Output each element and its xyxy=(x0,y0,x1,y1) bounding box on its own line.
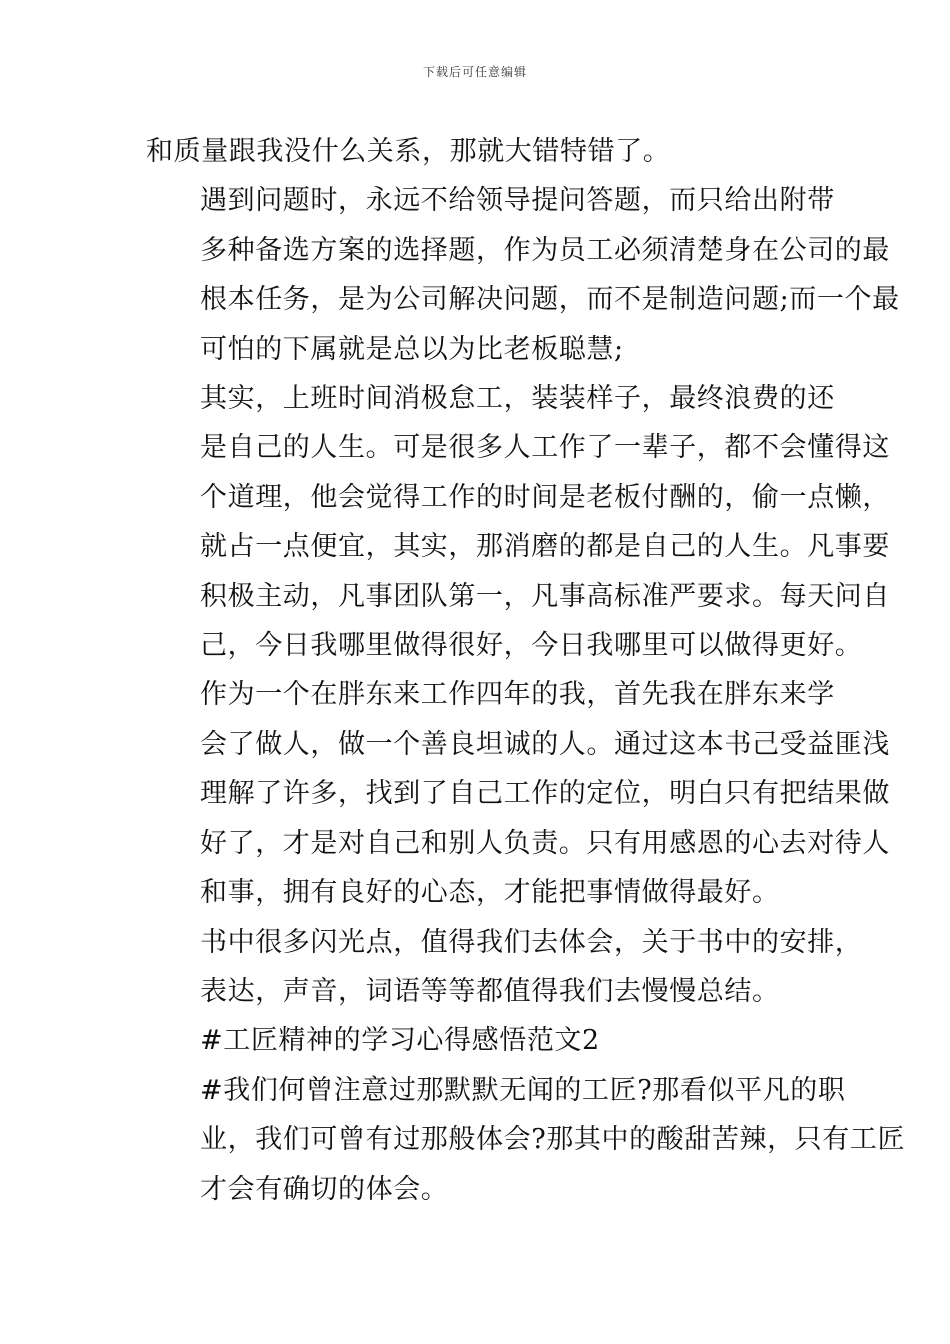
text-line: 会了做人，做一个善良坦诚的人。通过这本书己受益匪浅 xyxy=(200,728,890,760)
paragraph xyxy=(146,176,900,374)
text-line: 是自己的人生。可是很多人工作了一辈子，都不会懂得这 xyxy=(200,432,890,464)
text-line: #我们何曾注意过那默默无闻的工匠?那看似平凡的职 xyxy=(200,1074,846,1106)
text-line: 好了，才是对自己和别人负责。只有用感恩的心去对待人 xyxy=(200,827,890,859)
text-line: 根本任务，是为公司解决问题，而不是制造问题;而一个最 xyxy=(200,284,900,316)
text-line: 和质量跟我没什么关系，那就大错特错了。 xyxy=(146,136,671,167)
text-line: 表达，声音，词语等等都值得我们去慢慢总结。 xyxy=(200,975,780,1007)
text-line: 书中很多闪光点，值得我们去体会，关于书中的安排， xyxy=(200,926,863,958)
paragraph xyxy=(146,127,826,176)
text-line: 可怕的下属就是总以为比老板聪慧; xyxy=(200,333,624,365)
text-line: 其实，上班时间消极怠工，装装样子，最终浪费的还 xyxy=(200,383,835,415)
text-line: 业，我们可曾有过那般体会?那其中的酸甜苦辣，只有工匠 xyxy=(200,1124,906,1156)
text-line: 己，今日我哪里做得很好，今日我哪里可以做得更好。 xyxy=(200,630,863,662)
paragraph xyxy=(146,670,890,917)
text-line: #工匠精神的学习心得感悟范文2 xyxy=(200,1025,600,1057)
page-header: 下载后可任意编辑 xyxy=(422,65,527,79)
text-line: 才会有确切的体会。 xyxy=(200,1173,449,1205)
paragraph xyxy=(146,374,890,670)
text-line: 遇到问题时，永远不给领导提问答题，而只给出附带 xyxy=(200,185,835,217)
text-line: 作为一个在胖东来工作四年的我，首先我在胖东来学 xyxy=(200,679,835,711)
text-line: 个道理，他会觉得工作的时间是老板付酬的，偷一点懒， xyxy=(200,481,890,513)
text-line: 多种备选方案的选择题，作为员工必须清楚身在公司的最 xyxy=(200,234,890,266)
paragraph xyxy=(146,918,863,1017)
paragraph xyxy=(146,1016,826,1065)
text-line: 理解了许多，找到了自己工作的定位，明白只有把结果做 xyxy=(200,778,890,810)
text-line: 就占一点便宜，其实，那消磨的都是自己的人生。凡事要 xyxy=(200,531,890,563)
text-line: 积极主动，凡事团队第一，凡事高标准严要求。每天问自 xyxy=(200,580,890,612)
paragraph xyxy=(146,1066,906,1214)
text-line: 和事，拥有良好的心态，才能把事情做得最好。 xyxy=(200,877,780,909)
document-body xyxy=(146,127,906,1214)
